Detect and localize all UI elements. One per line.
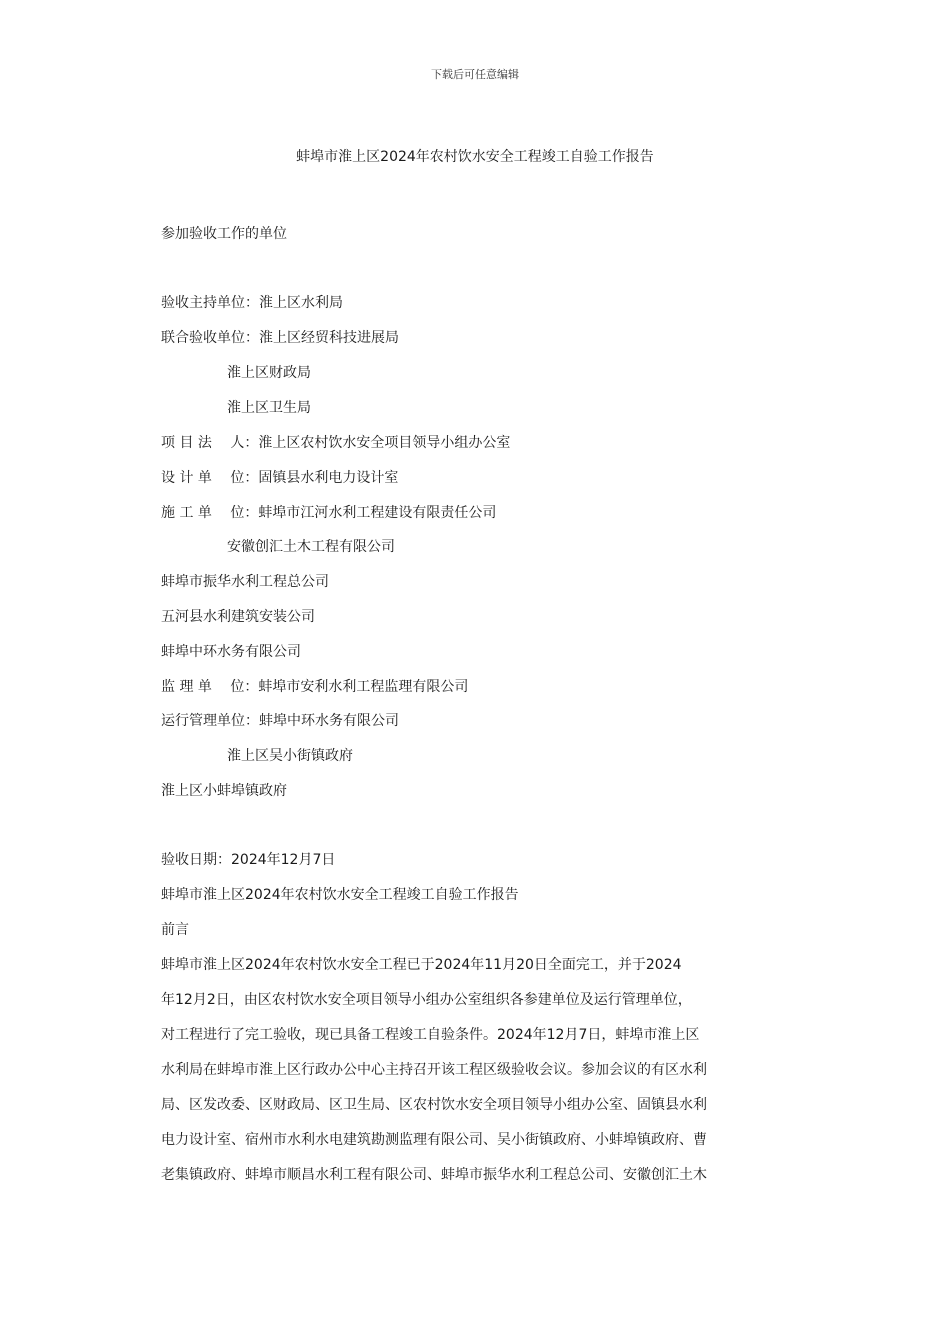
joint-unit-3: 淮上区卫生局 [227,400,311,416]
document-title: 蚌埠市淮上区2024年农村饮水安全工程竣工自验工作报告 [296,149,654,165]
design-unit-row [161,468,398,488]
legal-entity-label: 项 目 法 人： [161,435,259,451]
body-line: 水利局在蚌埠市淮上区行政办公中心主持召开该工程区级验收会议。参加会议的有区水利 [161,1062,707,1078]
joint-unit-2: 淮上区财政局 [227,365,311,381]
body-line: 年12月2日，由区农村饮水安全项目领导小组办公室组织各参建单位及运行管理单位， [161,992,692,1008]
body-line: 电力设计室、宿州市水利水电建筑勘测监理有限公司、吴小街镇政府、小蚌埠镇政府、曹 [161,1132,707,1148]
construction-unit-2: 安徽创汇土木工程有限公司 [227,539,395,555]
supervision-unit-row [161,677,468,697]
construction-unit-4: 五河县水利建筑安装公司 [161,609,315,625]
design-unit-label: 设 计 单 位： [161,470,259,486]
legal-entity-row [161,433,510,453]
construction-unit-value: 蚌埠市江河水利工程建设有限责任公司 [258,505,497,521]
section-heading: 参加验收工作的单位 [161,226,287,242]
body-line: 对工程进行了完工验收，现已具备工程竣工自验条件。2024年12月7日，蚌埠市淮上区 [161,1027,700,1043]
design-unit-value: 固镇县水利电力设计室 [258,470,399,486]
body-line: 局、区发改委、区财政局、区卫生局、区农村饮水安全项目领导小组办公室、固镇县水利 [161,1097,707,1113]
operation-unit-2: 淮上区吴小街镇政府 [227,748,353,764]
construction-unit-row [161,503,496,523]
preface-heading: 前言 [161,922,189,938]
acceptance-date: 验收日期：2024年12月7日 [161,852,336,868]
body-line: 老集镇政府、蚌埠市顺昌水利工程有限公司、蚌埠市振华水利工程总公司、安徽创汇土木 [161,1167,707,1183]
host-unit: 验收主持单位：淮上区水利局 [161,295,343,311]
construction-unit-3: 蚌埠市振华水利工程总公司 [161,574,329,590]
report-title-repeat: 蚌埠市淮上区2024年农村饮水安全工程竣工自验工作报告 [161,887,519,903]
supervision-unit-value: 蚌埠市安利水利工程监理有限公司 [258,679,469,695]
body-line: 蚌埠市淮上区2024年农村饮水安全工程已于2024年11月20日全面完工，并于2024 [161,957,682,973]
supervision-unit-label: 监 理 单 位： [161,679,259,695]
legal-entity-value: 淮上区农村饮水安全项目领导小组办公室 [258,435,511,451]
operation-unit: 运行管理单位：蚌埠中环水务有限公司 [161,713,399,729]
operation-unit-3: 淮上区小蚌埠镇政府 [161,783,287,799]
construction-unit-5: 蚌埠中环水务有限公司 [161,644,301,660]
joint-unit: 联合验收单位：淮上区经贸科技进展局 [161,330,399,346]
construction-unit-label: 施 工 单 位： [161,505,259,521]
header-note: 下载后可任意编辑 [431,68,519,81]
